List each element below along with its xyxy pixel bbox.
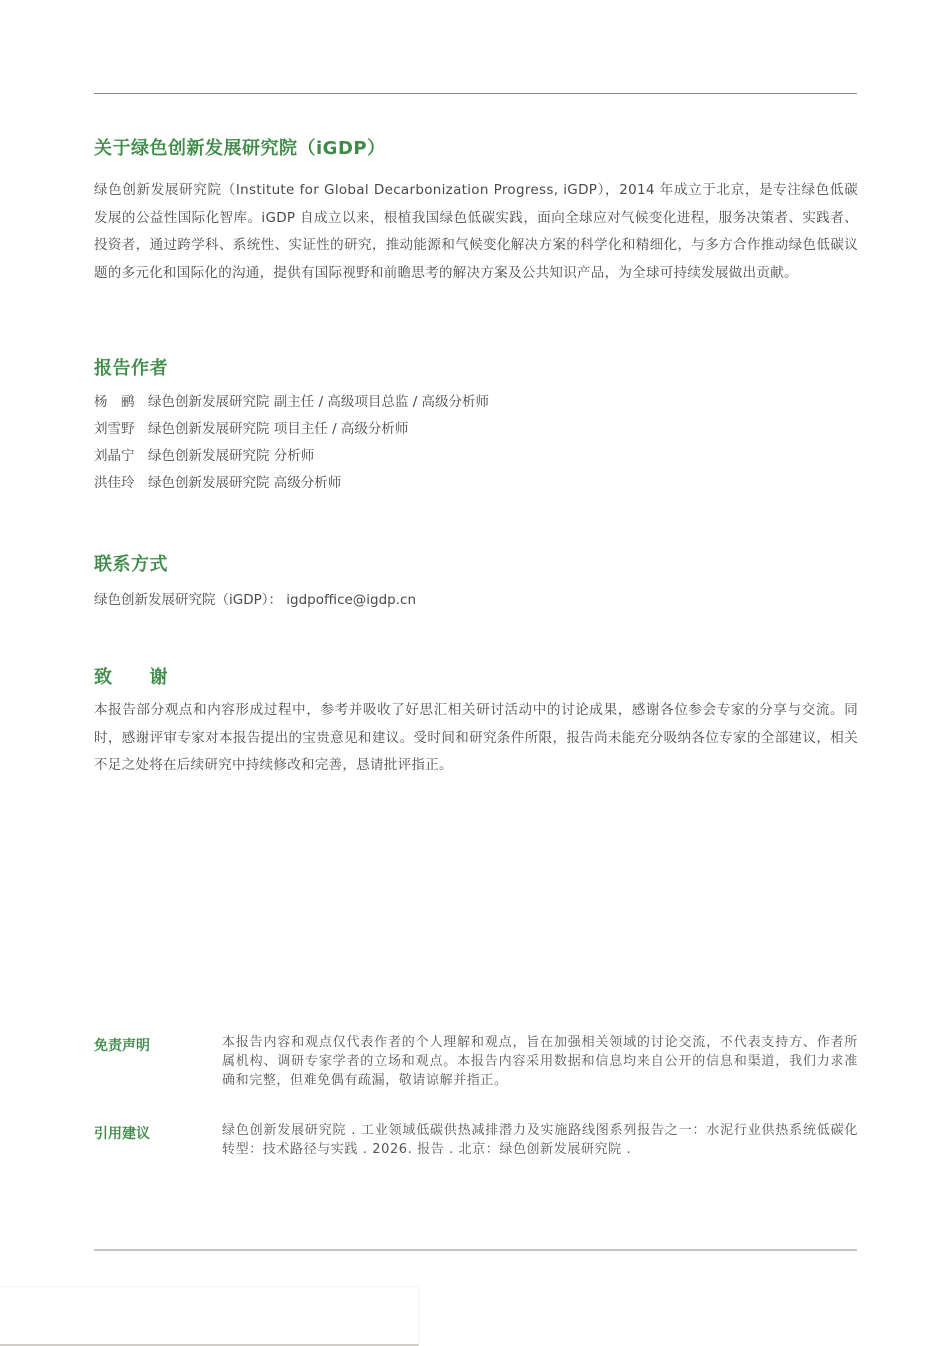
contact-line	[94, 588, 416, 608]
author-title: 绿色创新发展研究院 项目主任 / 高级分析师	[148, 421, 409, 437]
citation-label: 引用建议	[94, 1126, 150, 1142]
author-title: 绿色创新发展研究院 副主任 / 高级项目总监 / 高级分析师	[148, 394, 490, 410]
disclaimer-label: 免责声明	[94, 1038, 150, 1054]
top-divider	[94, 93, 857, 94]
authors-list	[94, 390, 489, 498]
author-row	[94, 471, 489, 498]
about-heading: 关于绿色创新发展研究院（iGDP）	[94, 138, 386, 159]
author-name: 刘雪野	[94, 421, 135, 437]
contact-label: 绿色创新发展研究院（iGDP）：	[94, 592, 282, 608]
author-row	[94, 390, 489, 417]
author-name: 杨 鹂	[94, 394, 135, 410]
author-title: 绿色创新发展研究院 高级分析师	[148, 475, 342, 491]
contact-email-link[interactable]: igdpoffice@igdp.cn	[286, 592, 417, 608]
authors-heading: 报告作者	[94, 358, 168, 379]
page-edge-artifact	[0, 1286, 419, 1346]
bottom-divider	[94, 1249, 857, 1251]
author-name: 刘晶宁	[94, 448, 135, 464]
author-row	[94, 417, 489, 444]
citation-text: 绿色创新发展研究院 . 工业领域低碳供热减排潜力及实施路线图系列报告之一：水泥行业供热系统低碳化转型：技术路径与实践 . 2026. 报告 . 北京：绿色创新发展研究院 .	[222, 1123, 858, 1157]
author-name: 洪佳玲	[94, 475, 135, 491]
acknowledgement-heading: 致 谢	[94, 667, 168, 688]
author-row	[94, 444, 489, 471]
contact-heading: 联系方式	[94, 554, 168, 575]
disclaimer-text: 本报告内容和观点仅代表作者的个人理解和观点，旨在加强相关领域的讨论交流，不代表支持方、作者所属机构、调研专家学者的立场和观点。本报告内容采用数据和信息均来自公开的信息和渠道，我们力求准确和完整，但难免偶有疏漏，敬请谅解并指正。	[222, 1035, 858, 1088]
author-title: 绿色创新发展研究院 分析师	[148, 448, 315, 464]
about-paragraph: 绿色创新发展研究院（Institute for Global Decarbonization Progress, iGDP），2014 年成立于北京，是专注绿色低碳发展的公益性国际化智库。iGDP 自成立以来，根植我国绿色低碳实践，面向全球应对气候变化进程，服务决策者、实践者、投资者，通过跨学科、系统性、实证性的研究，推动能源和气候变化解决方案的科学化和精细化，与多方合作推动绿色低碳议题的多元化和国际化的沟通，提供有国际视野和前瞻思考的解决方案及公共知识产品，为全球可持续发展做出贡献。	[94, 182, 858, 281]
acknowledgement-paragraph: 本报告部分观点和内容形成过程中，参考并吸收了好思汇相关研讨活动中的讨论成果，感谢各位参会专家的分享与交流。同时，感谢评审专家对本报告提出的宝贵意见和建议。受时间和研究条件所限，报告尚未能充分吸纳各位专家的全部建议，相关不足之处将在后续研究中持续修改和完善，恳请批评指正。	[94, 702, 858, 773]
